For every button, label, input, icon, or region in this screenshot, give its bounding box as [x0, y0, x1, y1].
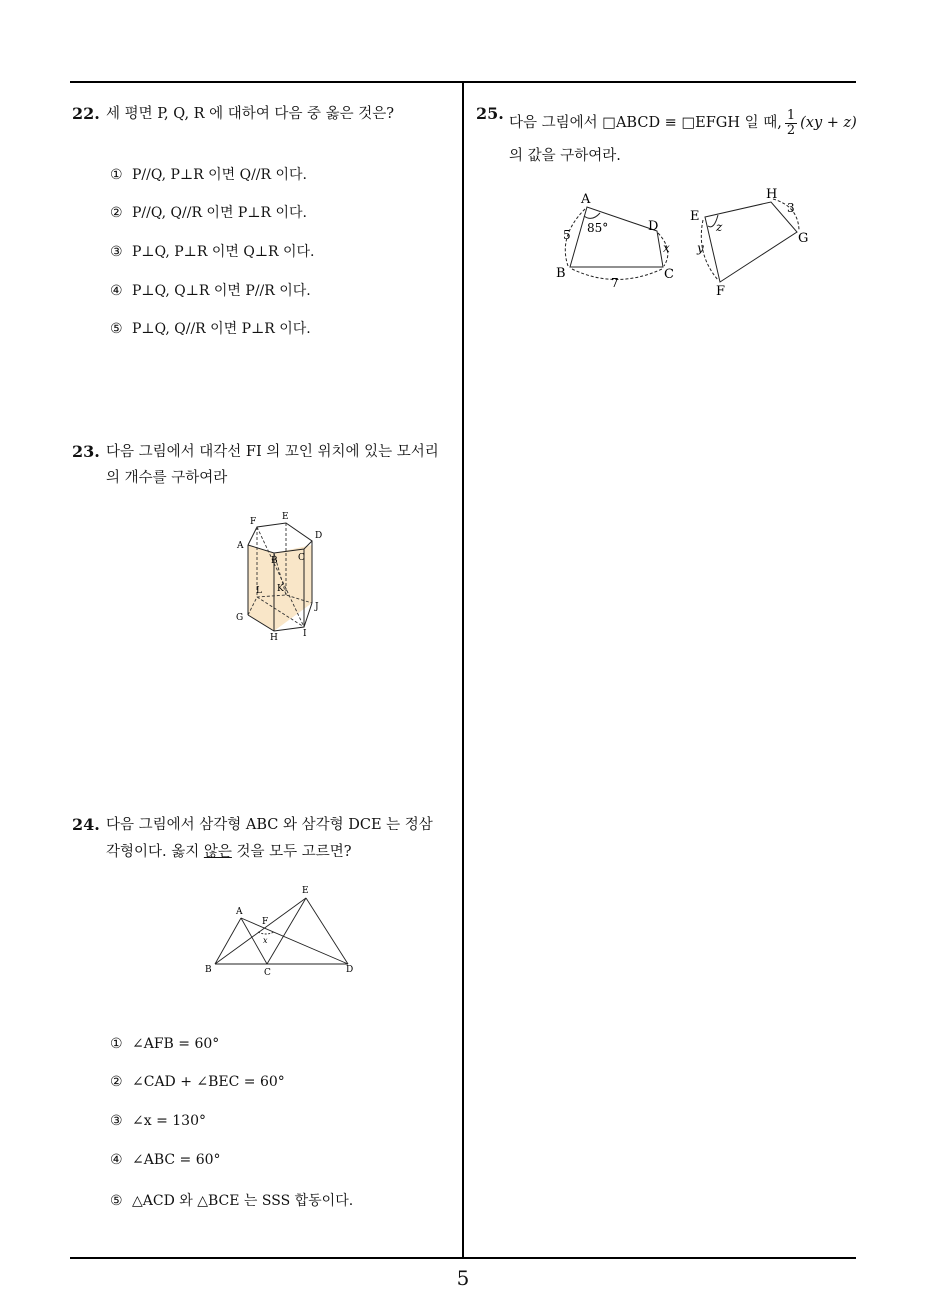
- vertex-label-K: K: [277, 584, 284, 594]
- choice-mark: ②: [110, 1074, 123, 1090]
- one-half-fraction: [785, 109, 797, 138]
- choice-mark: ③: [110, 244, 123, 260]
- q25-line-1-pre: 다음 그림에서 □ABCD ≡ □EFGH 일 때,: [509, 115, 782, 131]
- vertex-label-D: D: [315, 531, 323, 541]
- fig25-label-E: E: [690, 209, 700, 224]
- fig24-label-F: F: [262, 917, 269, 927]
- q22-number: 22.: [72, 104, 100, 123]
- fig24-label-A: A: [236, 907, 243, 917]
- fig25-label-85: 85°: [587, 221, 609, 235]
- choice-text: P⊥Q, Q⊥R 이면 P//R 이다.: [132, 283, 311, 299]
- choice-text: P//Q, Q//R 이면 P⊥R 이다.: [132, 205, 308, 221]
- vertex-label-I: I: [303, 629, 307, 639]
- choice-mark: ⑤: [110, 321, 123, 337]
- fig25-label-z: z: [716, 220, 723, 234]
- segment-ED: [306, 898, 348, 964]
- q24-choice-1[interactable]: [110, 1036, 219, 1052]
- choice-mark: ③: [110, 1113, 123, 1129]
- fig25-label-y: y: [697, 241, 704, 255]
- q22-choice-2[interactable]: [110, 202, 307, 222]
- fig25-label-F: F: [716, 284, 726, 299]
- hexagonal-prism-figure: [230, 505, 330, 645]
- q23-number: 23.: [72, 442, 100, 461]
- choice-text: △ACD 와 △BCE 는 SSS 합동이다.: [132, 1193, 354, 1209]
- q24-choice-3[interactable]: [110, 1113, 206, 1129]
- q24-line-2: [106, 838, 352, 866]
- fraction-denominator: 2: [786, 122, 796, 138]
- q24-line-2-pre: 각형이다. 옳지: [106, 844, 204, 860]
- fig25-label-B: B: [556, 266, 566, 281]
- choice-mark: ①: [110, 167, 123, 183]
- choice-text: ∠CAD + ∠BEC = 60°: [132, 1074, 285, 1090]
- q24-underlined-word: 않은: [203, 844, 232, 860]
- choice-mark: ④: [110, 283, 123, 299]
- segment-CE: [267, 898, 306, 964]
- q22-choice-3[interactable]: [110, 241, 314, 261]
- angle-arc-A: [584, 213, 600, 218]
- choice-text: P⊥Q, Q//R 이면 P⊥R 이다.: [132, 321, 311, 337]
- choice-text: ∠ABC = 60°: [132, 1152, 221, 1168]
- fig25-label-D: D: [648, 219, 659, 234]
- congruent-quadrilaterals-figure: [550, 184, 820, 299]
- q22-choice-1[interactable]: [110, 164, 307, 184]
- vertex-label-B: B: [271, 556, 278, 566]
- fig25-label-7: 7: [611, 276, 619, 290]
- fig25-label-A: A: [581, 192, 591, 207]
- q23-line-2: 의 개수를 구하여라: [106, 470, 228, 486]
- bottom-rule: [70, 1257, 856, 1259]
- q25-line-2: 의 값을 구하여라.: [509, 148, 621, 164]
- choice-text: P⊥Q, P⊥R 이면 Q⊥R 이다.: [132, 244, 315, 260]
- q24-choice-4[interactable]: [110, 1152, 221, 1168]
- choice-text: ∠x = 130°: [132, 1113, 206, 1129]
- q24-line-2-post: 것을 모두 고르면?: [231, 844, 352, 860]
- fig24-label-D: D: [346, 965, 354, 975]
- equilateral-triangles-figure: [200, 880, 365, 980]
- angle-x-arc: [258, 932, 274, 934]
- q25-number: 25.: [476, 104, 504, 123]
- fig24-label-x: x: [263, 936, 268, 945]
- fraction-numerator: 1: [786, 107, 796, 123]
- dashed-arc-HG: [773, 199, 799, 230]
- vertex-label-L: L: [256, 586, 262, 596]
- choice-mark: ①: [110, 1036, 123, 1052]
- segment-AB: [215, 918, 241, 964]
- choice-text: ∠AFB = 60°: [132, 1036, 220, 1052]
- vertex-label-J: J: [315, 602, 319, 612]
- fig24-label-E: E: [302, 886, 309, 896]
- fig25-label-x: x: [663, 241, 670, 255]
- vertex-label-A: A: [237, 541, 244, 551]
- fig25-label-G: G: [798, 231, 809, 246]
- q25-expression: (xy + z): [800, 115, 857, 131]
- q23-line-1: 다음 그림에서 대각선 FI 의 꼬인 위치에 있는 모서리: [106, 444, 439, 460]
- choice-text: P//Q, P⊥R 이면 Q//R 이다.: [132, 167, 308, 183]
- fig25-label-H: H: [766, 187, 778, 202]
- column-divider: [462, 82, 464, 1258]
- fig24-label-B: B: [205, 965, 212, 975]
- q22-text: 세 평면 P, Q, R 에 대하여 다음 중 옳은 것은?: [106, 106, 395, 122]
- segment-BE: [215, 898, 306, 964]
- fig24-label-C: C: [264, 968, 271, 978]
- vertex-label-E: E: [282, 512, 289, 522]
- choice-mark: ②: [110, 205, 123, 221]
- vertex-label-H: H: [270, 633, 278, 643]
- vertex-label-G: G: [236, 613, 244, 623]
- quad-EFGH: [705, 202, 797, 282]
- fig25-label-C: C: [664, 267, 674, 282]
- segment-AD: [241, 918, 348, 964]
- fig25-label-3: 3: [787, 201, 795, 215]
- q24-choice-2[interactable]: [110, 1074, 285, 1090]
- q25-line-1: [509, 106, 857, 140]
- q22-choice-4[interactable]: [110, 280, 311, 300]
- vertex-label-C: C: [298, 553, 305, 563]
- choice-mark: ⑤: [110, 1193, 123, 1209]
- fig25-label-5: 5: [563, 228, 571, 242]
- choice-mark: ④: [110, 1152, 123, 1168]
- quad-ABCD: [570, 207, 663, 267]
- q24-choice-5[interactable]: [110, 1190, 353, 1210]
- vertex-label-F: F: [250, 517, 257, 527]
- page-number: 5: [456, 1266, 470, 1290]
- q24-line-1: 다음 그림에서 삼각형 ABC 와 삼각형 DCE 는 정삼: [106, 817, 433, 833]
- q24-number: 24.: [72, 815, 100, 834]
- q22-choice-5[interactable]: [110, 318, 311, 338]
